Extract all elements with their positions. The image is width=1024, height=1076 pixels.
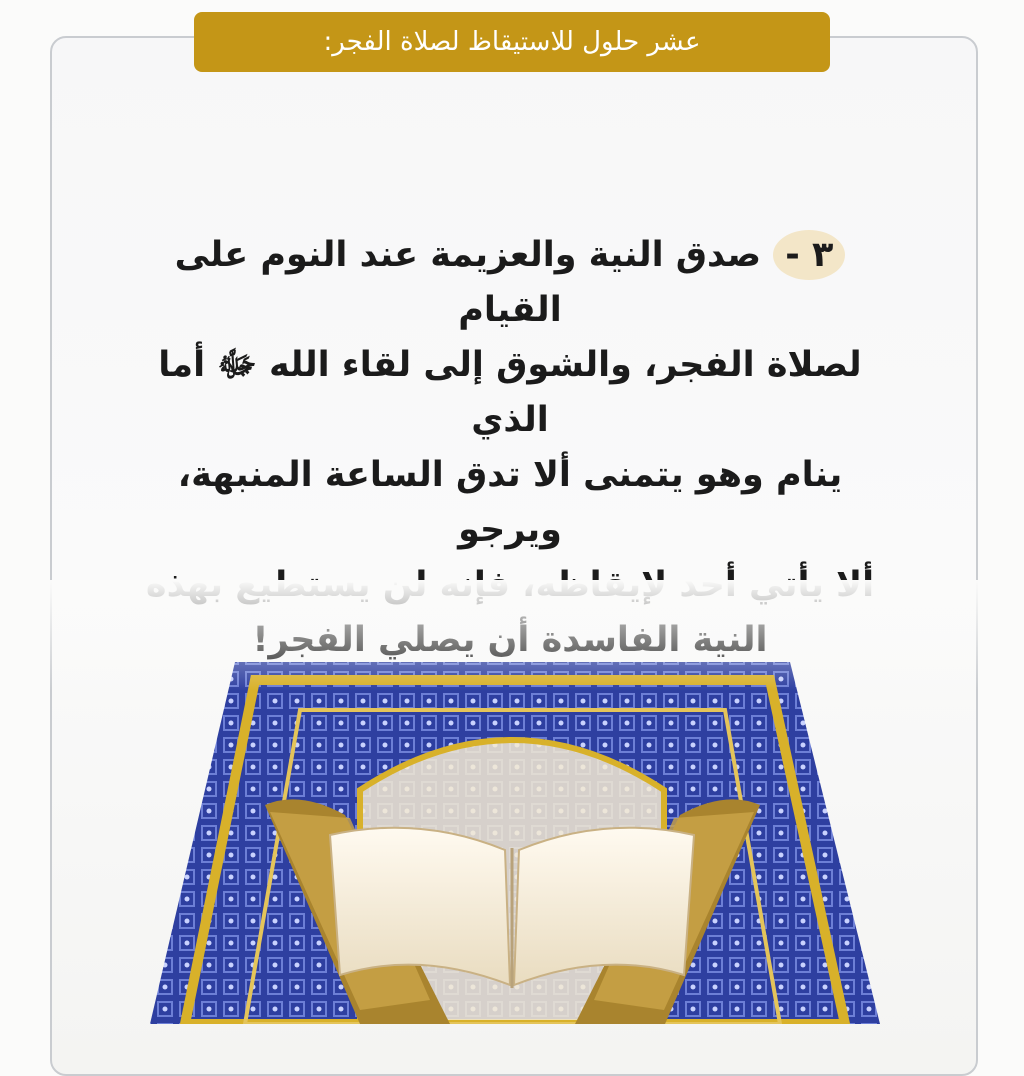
- quran-on-prayer-rug-image: [0, 580, 1024, 1024]
- tip-line-1-text: صدق النية والعزيمة عند النوم على القيام: [174, 235, 762, 330]
- tip-line-1: [125, 228, 895, 338]
- tip-number-badge: ٣ -: [773, 230, 845, 280]
- tip-line-2: لصلاة الفجر، والشوق إلى لقاء الله ﷻ أما الذي: [158, 345, 862, 440]
- title-banner: [194, 12, 830, 72]
- page-title: عشر حلول للاستيقاظ لصلاة الفجر:: [323, 27, 701, 57]
- tip-line-3: ينام وهو يتمنى ألا تدق الساعة المنبهة، ويرجو: [177, 455, 843, 550]
